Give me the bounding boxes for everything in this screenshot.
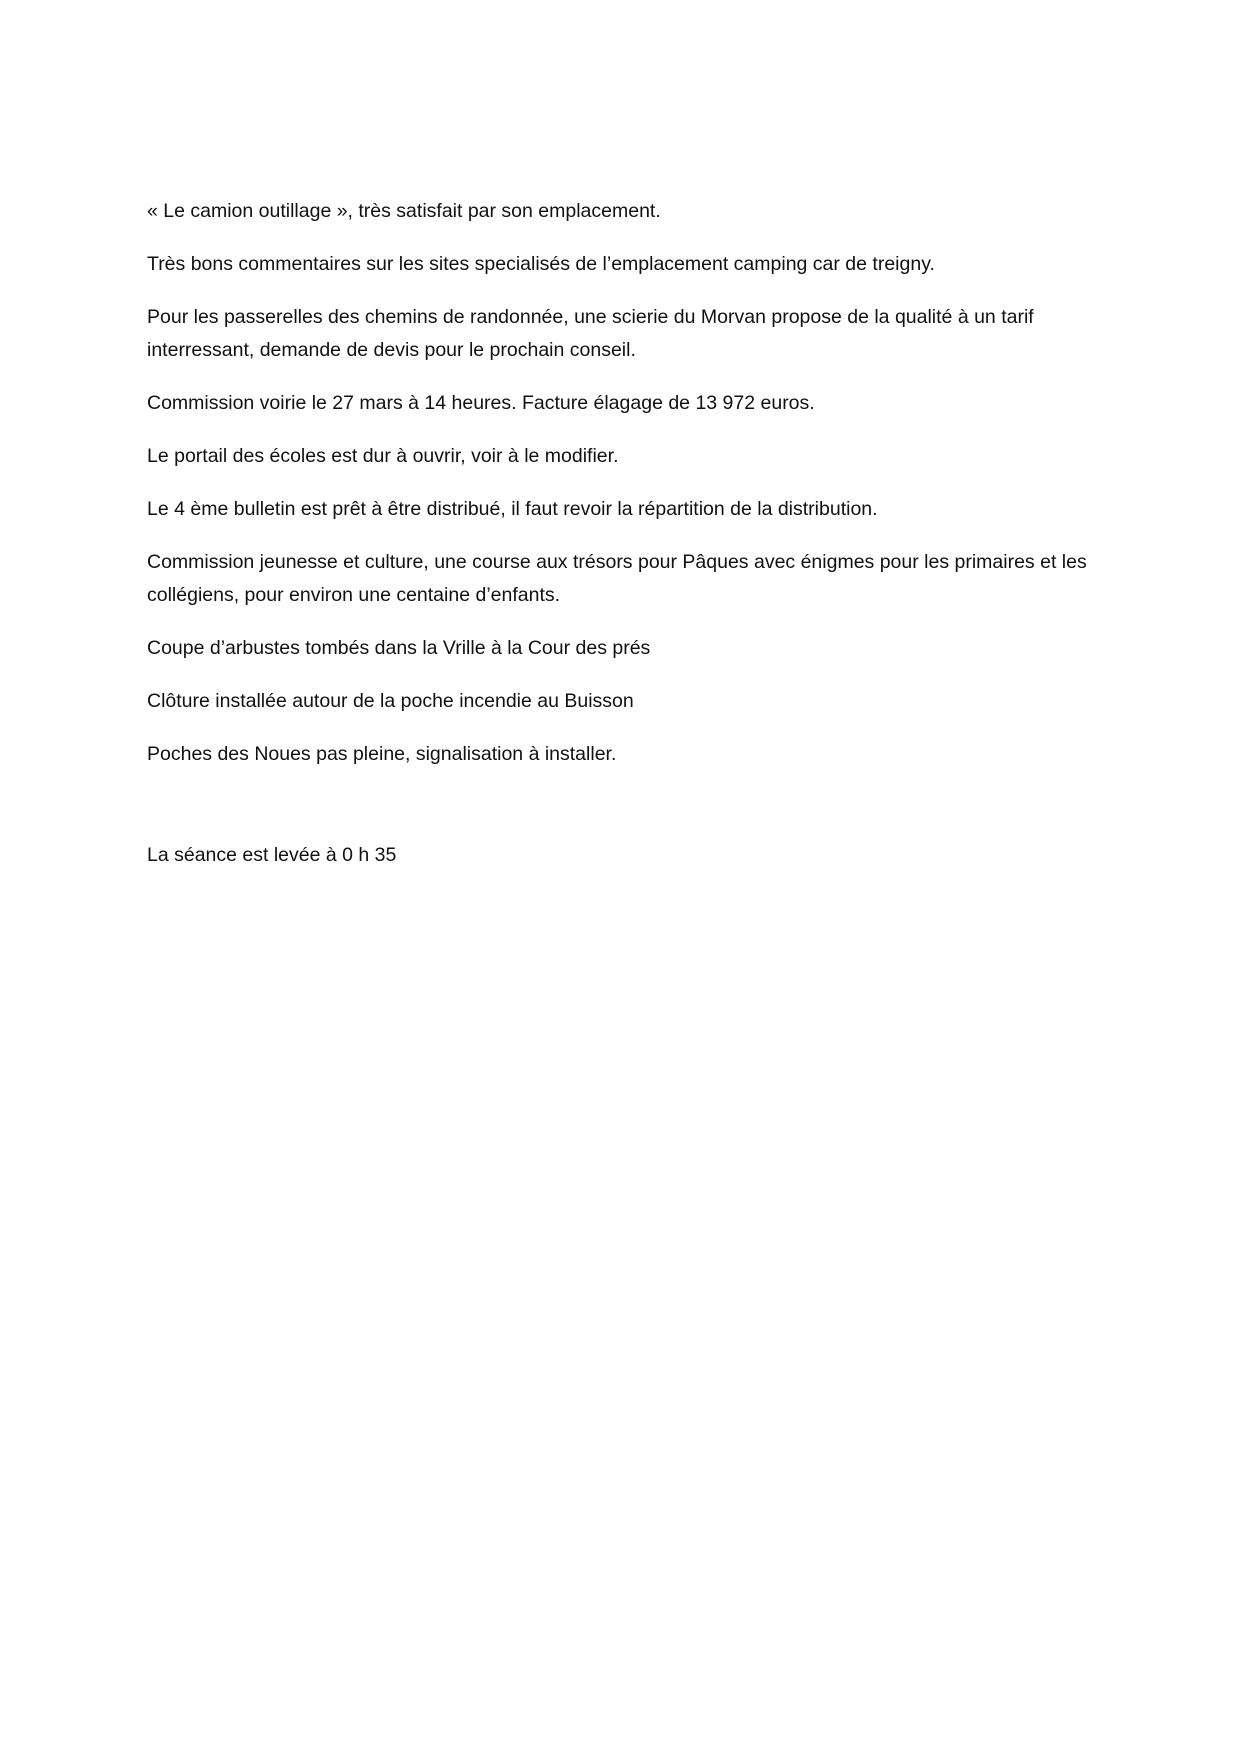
paragraph-bulletin: Le 4 ème bulletin est prêt à être distribué, il faut revoir la répartition de la distribution. xyxy=(147,498,878,520)
paragraph-coupe-arbustes: Coupe d’arbustes tombés dans la Vrille à la Cour des prés xyxy=(147,637,651,659)
paragraph-portail-ecoles: Le portail des écoles est dur à ouvrir, voir à le modifier. xyxy=(147,445,619,467)
paragraph-camion-outillage: « Le camion outillage », très satisfait par son emplacement. xyxy=(147,200,661,222)
paragraph-commission-jeunesse: Commission jeunesse et culture, une course aux trésors pour Pâques avec énigmes pour les primaires et les collégiens, pour environ une centaine d’enfants. xyxy=(147,551,1087,606)
paragraph-poches-noues: Poches des Noues pas pleine, signalisation à installer. xyxy=(147,743,617,765)
paragraph-camping-car-comments: Très bons commentaires sur les sites specialisés de l’emplacement camping car de treigny. xyxy=(147,253,935,275)
paragraph-commission-voirie: Commission voirie le 27 mars à 14 heures. Facture élagage de 13 972 euros. xyxy=(147,392,815,414)
paragraph-cloture: Clôture installée autour de la poche incendie au Buisson xyxy=(147,690,634,712)
paragraph-passerelles: Pour les passerelles des chemins de randonnée, une scierie du Morvan propose de la qualité à un tarif interressant, demande de devis pour le prochain conseil. xyxy=(147,306,1034,361)
document-body xyxy=(147,195,1107,892)
closing-statement: La séance est levée à 0 h 35 xyxy=(147,844,397,866)
